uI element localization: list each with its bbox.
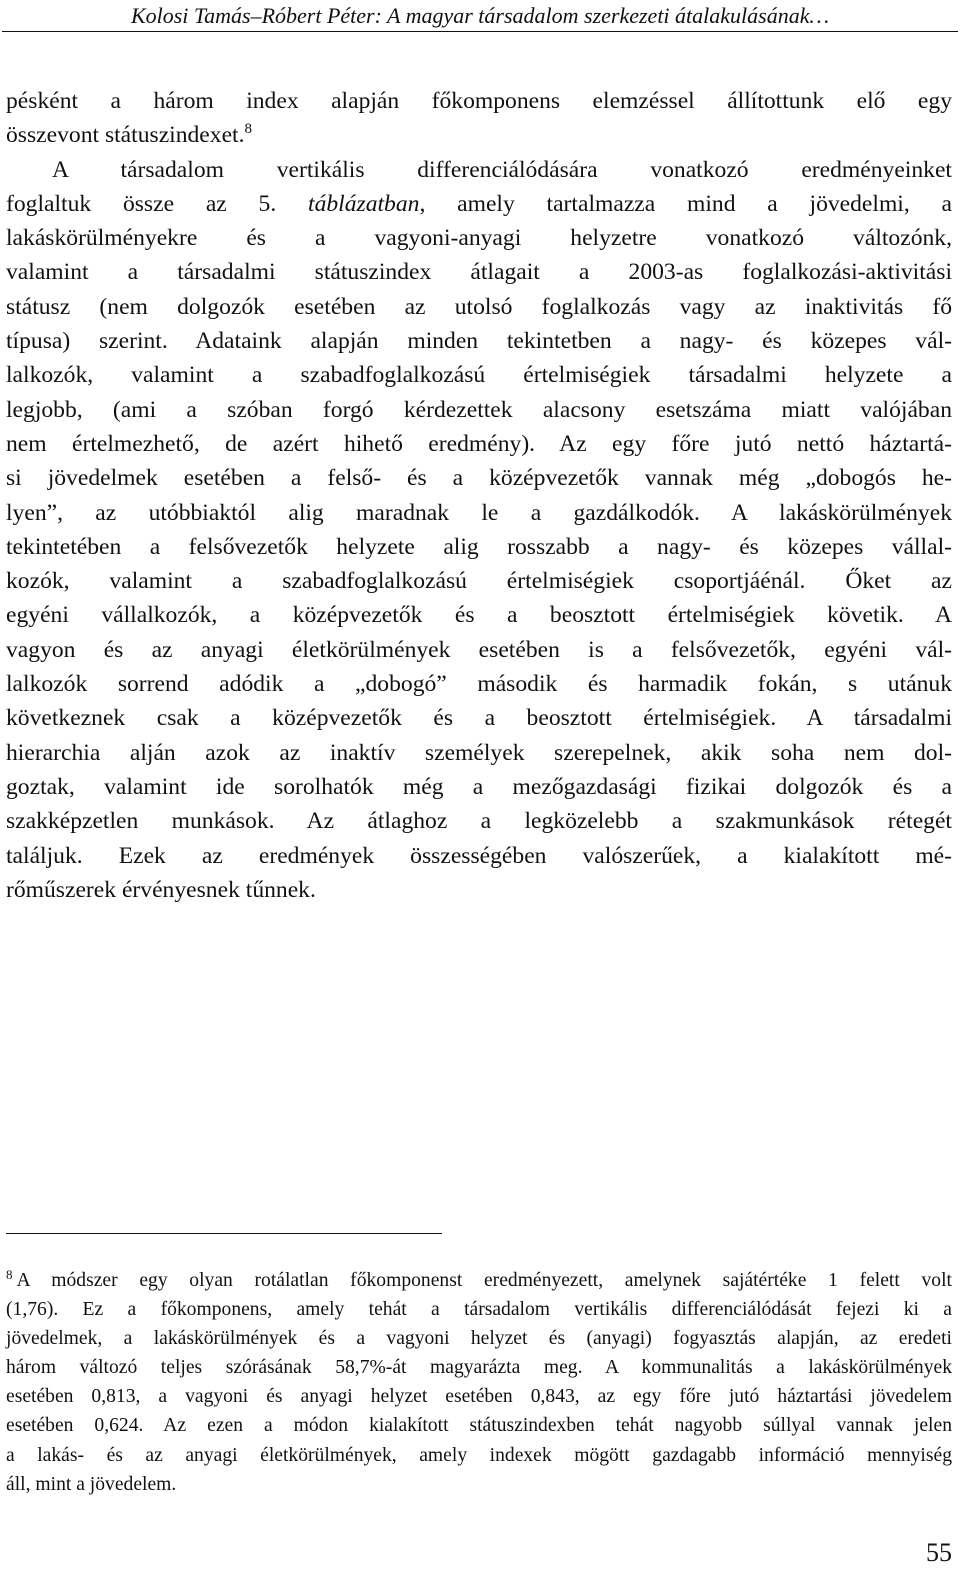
text-line: lyen”, az utóbbiaktól alig maradnak le a gazdálkodók. A lakáskörülmények bbox=[6, 499, 952, 526]
text-line: lalkozók sorrend adódik a „dobogó” második és harmadik fokán, s utánuk bbox=[6, 671, 952, 698]
text-line: típusa) szerint. Adataink alapján minden tekintetben a nagy- és közepes vál- bbox=[6, 328, 952, 355]
text-line: valamint a társadalmi státuszindex átlagait a 2003-as foglalkozási-aktivitási bbox=[6, 259, 952, 286]
footnote-line: esetében 0,813, a vagyoni és anyagi helyzet esetében 0,843, az egy főre jutó háztartási jövedelem bbox=[6, 1386, 952, 1408]
text-span: összevont státuszindexet. bbox=[6, 122, 245, 149]
footnote-line bbox=[6, 1266, 952, 1295]
header-divider bbox=[2, 31, 958, 32]
footnote-line: a lakás- és az anyagi életkörülmények, amely indexek mögött gazdagabb információ mennyiség bbox=[6, 1444, 952, 1466]
text-line: kozók, valamint a szabadfoglalkozású értelmiségiek csoportjáénál. Őket az bbox=[6, 568, 952, 595]
text-span: A módszer egy olyan rotálatlan főkomponenst eredményezett, amelynek sajátértéke 1 felett volt bbox=[16, 1270, 952, 1291]
text-line: pésként a három index alapján főkomponens elemzéssel állítottunk elő egy bbox=[6, 88, 952, 114]
footnote-marker: 8 bbox=[6, 1267, 13, 1282]
text-line: szakképzetlen munkások. Az átlaghoz a legközelebb a szakmunkások rétegét bbox=[6, 808, 952, 835]
footnote bbox=[6, 1266, 952, 1499]
page-number: 55 bbox=[926, 1538, 952, 1567]
running-header: Kolosi Tamás–Róbert Péter: A magyar társadalom szerkezeti átalakulásának… bbox=[130, 3, 830, 28]
text-line: találjuk. Ezek az eredmények összességében valószerűek, a kialakított mé- bbox=[6, 842, 952, 869]
text-line: egyéni vállalkozók, a középvezetők és a beosztott értelmiségiek követik. A bbox=[6, 602, 952, 629]
text-line: tekintetében a felsővezetők helyzete alig rosszabb a nagy- és közepes vállal- bbox=[6, 533, 952, 560]
text-line: vagyon és az anyagi életkörülmények esetében is a felsővezetők, egyéni vál- bbox=[6, 636, 952, 663]
body-text bbox=[6, 84, 952, 907]
text-span: foglaltuk össze az 5. bbox=[6, 190, 277, 217]
text-line: hierarchia alján azok az inaktív személyek szerepelnek, akik soha nem dol- bbox=[6, 739, 952, 766]
footnote-line: (1,76). Ez a főkomponens, amely tehát a társadalom vertikális differenciálódását fejezi ki a bbox=[6, 1299, 952, 1321]
footnote-divider bbox=[6, 1233, 442, 1234]
text-line: goztak, valamint ide sorolhatók még a mezőgazdasági fizikai dolgozók és a bbox=[6, 773, 952, 800]
footnote-reference: 8 bbox=[244, 121, 253, 138]
text-line: si jövedelmek esetében a felső- és a középvezetők vannak még „dobogós he- bbox=[6, 465, 952, 492]
text-line: következnek csak a középvezetők és a beosztott értelmiségiek. A társadalmi bbox=[6, 705, 952, 732]
footnote-line: három változó teljes szórásának 58,7%-át magyarázta meg. A kommunalitás a lakáskörülmények bbox=[6, 1357, 952, 1379]
footnote-line: esetében 0,624. Az ezen a módon kialakított státuszindexben tehát nagyobb súllyal vannak jelen bbox=[6, 1415, 952, 1437]
text-span: , amely tartalmazza mind a jövedelmi, a bbox=[419, 190, 953, 217]
text-line: lakáskörülményekre és a vagyoni-anyagi helyzetre vonatkozó változónk, bbox=[6, 225, 952, 252]
text-line: státusz (nem dolgozók esetében az utolsó foglalkozás vagy az inaktivitás fő bbox=[6, 293, 952, 320]
text-line: rőműszerek érvényesnek tűnnek. bbox=[6, 876, 316, 903]
text-line: A társadalom vertikális differenciálódására vonatkozó eredményeinket bbox=[52, 156, 952, 183]
footnote-line: áll, mint a jövedelem. bbox=[6, 1473, 177, 1495]
footnote-line: jövedelmek, a lakáskörülmények és a vagyoni helyzet és (anyagi) fogyasztás alapján, az eredeti bbox=[6, 1328, 952, 1350]
text-line: lalkozók, valamint a szabadfoglalkozású értelmiségiek társadalmi helyzete a bbox=[6, 362, 952, 389]
text-line bbox=[6, 187, 952, 221]
text-line bbox=[6, 118, 952, 152]
text-line: legjobb, (ami a szóban forgó kérdezettek alacsony esetszáma miatt valójában bbox=[6, 396, 952, 423]
table-reference: táblázatban bbox=[308, 190, 420, 217]
text-line: nem értelmezhető, de azért hihető eredmény). Az egy főre jutó nettó háztartá- bbox=[6, 430, 952, 457]
